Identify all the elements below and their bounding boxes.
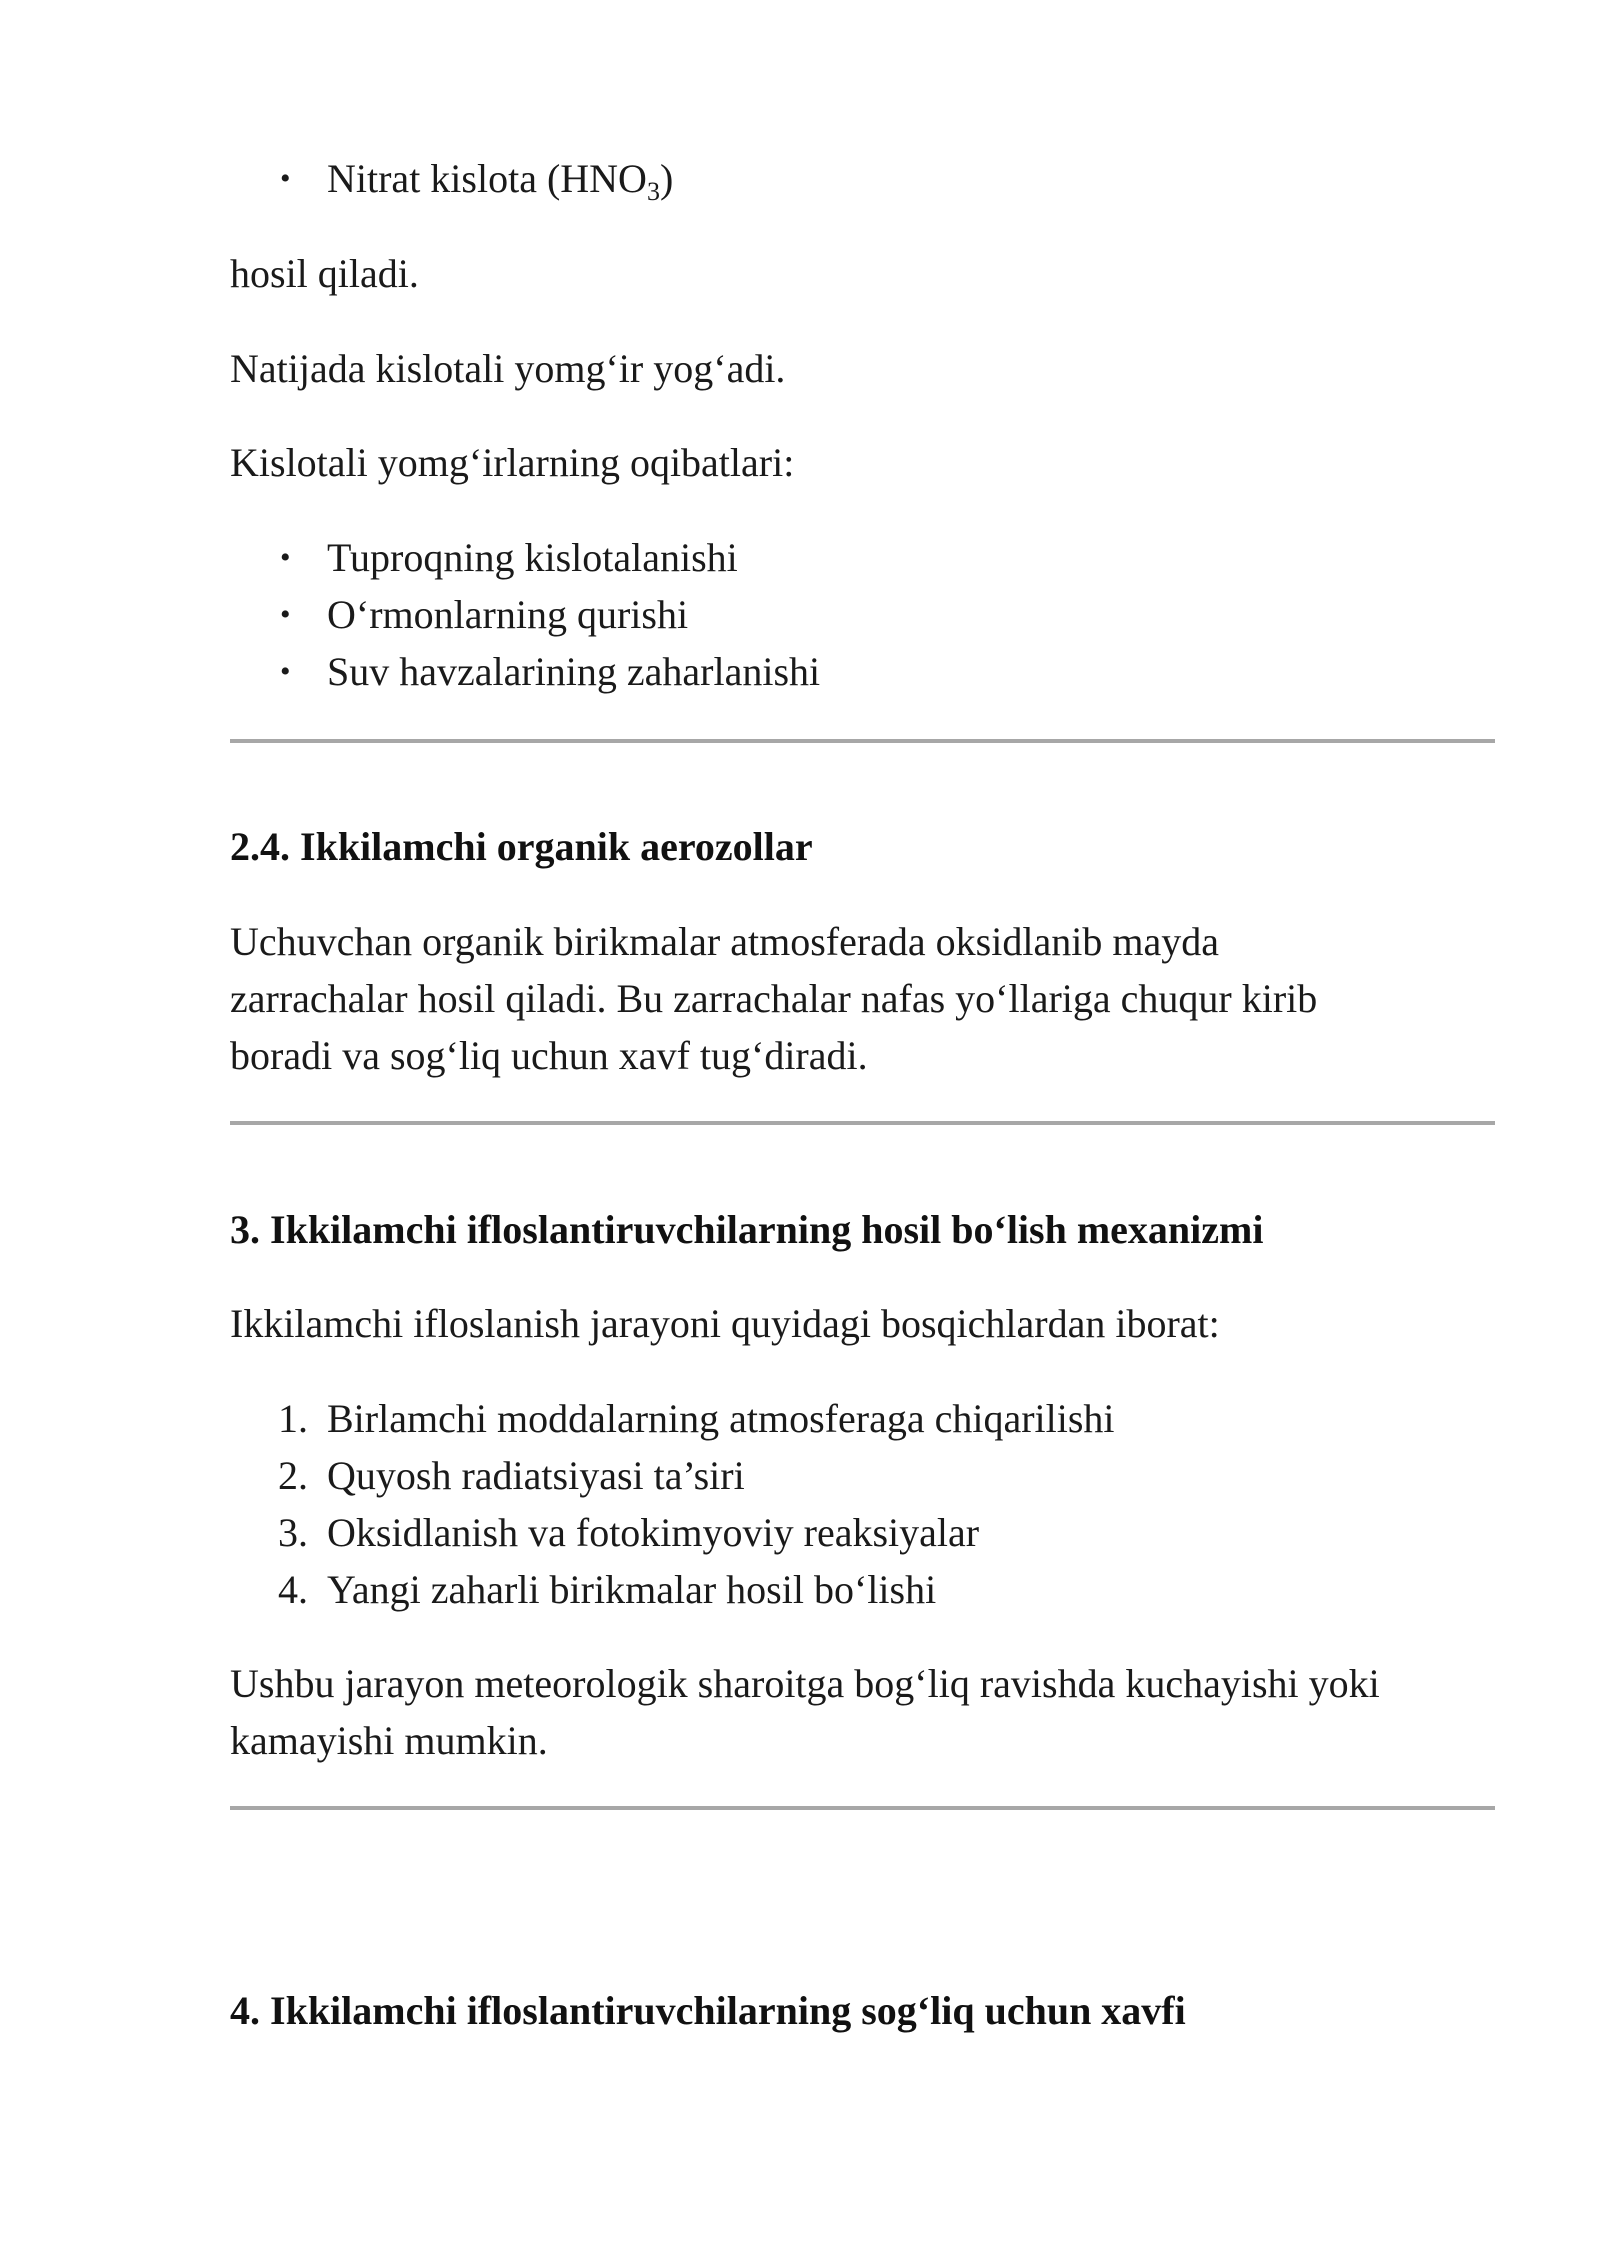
section-heading-4: 4. Ikkilamchi ifloslantiruvchilarning sog‘liq uchun xavfi [230, 1988, 1186, 2033]
list-item-suffix: ) [659, 156, 674, 201]
horizontal-rule [230, 1121, 1495, 1125]
horizontal-rule [230, 739, 1495, 743]
bullet-icon: • [280, 541, 291, 574]
bullet-icon: • [280, 598, 291, 631]
section-3-outro [230, 1655, 1495, 1769]
list-item-text: Oksidlanish va fotokimyoviy reaksiyalar [327, 1510, 980, 1555]
consequences-list [230, 529, 1495, 700]
paragraph-line: kamayishi mumkin. [230, 1718, 548, 1763]
list-item [230, 1447, 1495, 1504]
step-number: 1. [278, 1396, 308, 1441]
top-bullet-list [230, 150, 1495, 207]
paragraph-line: boradi va sog‘liq uchun xavf tug‘diradi. [230, 1033, 868, 1078]
paragraph-hosil: hosil qiladi. [230, 251, 419, 296]
horizontal-rule [230, 1806, 1495, 1810]
list-item-text: Yangi zaharli birikmalar hosil bo‘lishi [327, 1567, 937, 1612]
paragraph-natija: Natijada kislotali yomg‘ir yog‘adi. [230, 346, 786, 391]
list-item [230, 1390, 1495, 1447]
step-number: 2. [278, 1453, 308, 1498]
step-number: 3. [278, 1510, 308, 1555]
subscript: 3 [646, 177, 660, 206]
list-item [230, 643, 1495, 700]
steps-list [230, 1390, 1495, 1618]
list-item-text: O‘rmonlarning qurishi [327, 592, 689, 637]
list-item [230, 529, 1495, 586]
paragraph-line: zarrachalar hosil qiladi. Bu zarrachalar nafas yo‘llariga chuqur kirib [230, 976, 1318, 1021]
list-item [230, 1561, 1495, 1618]
section-2-4-body [230, 913, 1495, 1084]
section-heading-2-4: 2.4. Ikkilamchi organik aerozollar [230, 824, 813, 869]
list-item-text: Nitrat kislota (HNO [327, 156, 647, 201]
list-item-text: Suv havzalarining zaharlanishi [327, 649, 821, 694]
paragraph-line: Uchuvchan organik birikmalar atmosferada oksidlanib mayda [230, 919, 1219, 964]
paragraph-oqibat: Kislotali yomg‘irlarning oqibatlari: [230, 440, 795, 485]
section-heading-3: 3. Ikkilamchi ifloslantiruvchilarning hosil bo‘lish mexanizmi [230, 1207, 1264, 1252]
list-item-text: Quyosh radiatsiyasi ta’siri [327, 1453, 745, 1498]
paragraph-line: Ushbu jarayon meteorologik sharoitga bog‘liq ravishda kuchayishi yoki [230, 1661, 1380, 1706]
list-item [230, 586, 1495, 643]
list-item-text: Tuproqning kislotalanishi [327, 535, 738, 580]
bullet-icon: • [280, 162, 291, 195]
list-item-text: Birlamchi moddalarning atmosferaga chiqarilishi [327, 1396, 1115, 1441]
step-number: 4. [278, 1567, 308, 1612]
list-item [230, 150, 1495, 207]
list-item [230, 1504, 1495, 1561]
bullet-icon: • [280, 655, 291, 688]
section-3-intro: Ikkilamchi ifloslanish jarayoni quyidagi bosqichlardan iborat: [230, 1301, 1220, 1346]
